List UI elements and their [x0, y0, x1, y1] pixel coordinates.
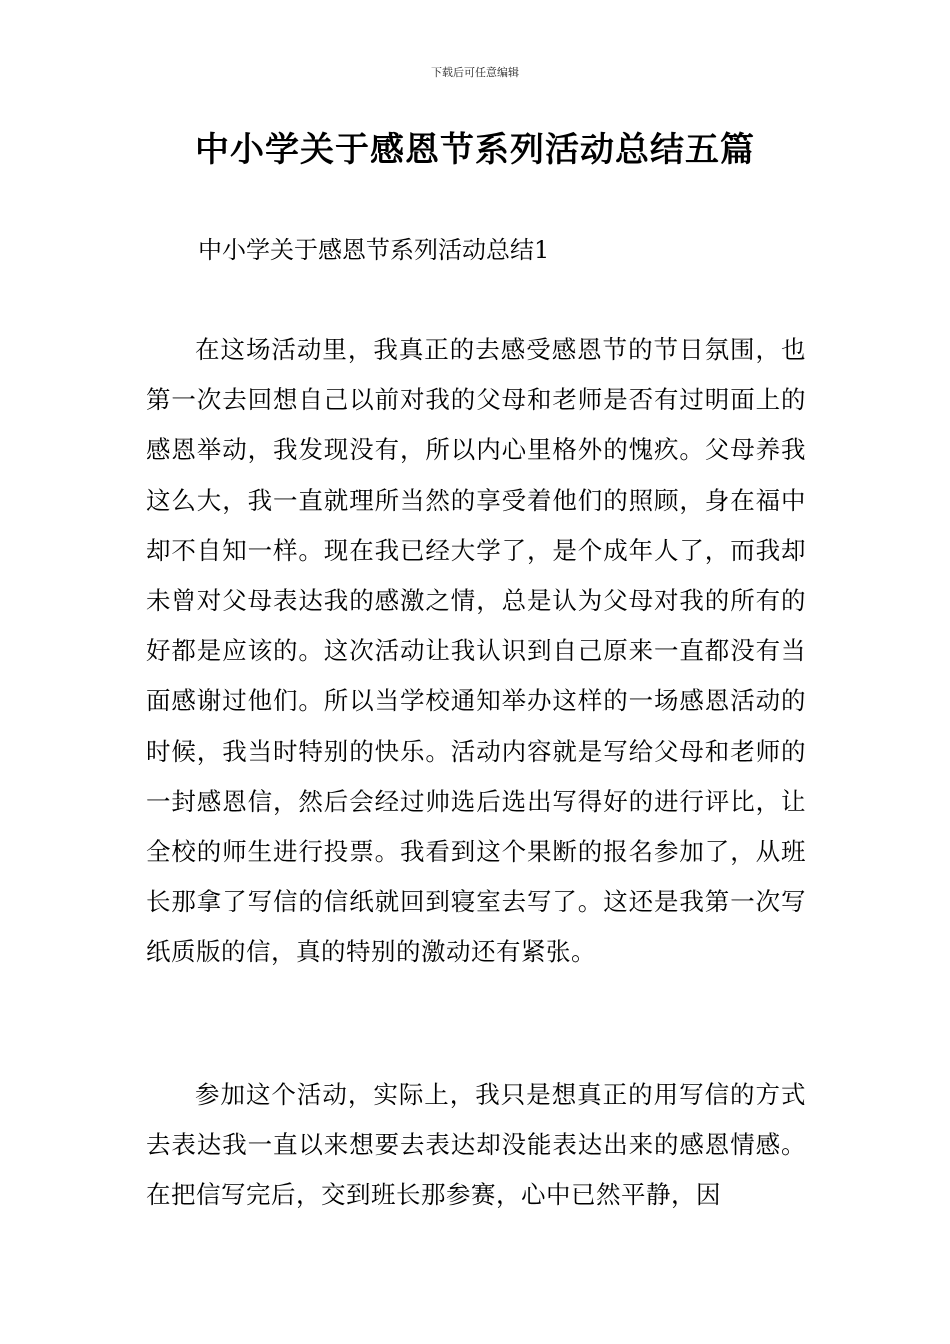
body-paragraph-2: 参加这个活动，实际上，我只是想真正的用写信的方式去表达我一直以来想要去表达却没能表达出来的感恩情感。在把信写完后，交到班长那参赛，心中已然平静，因	[146, 1080, 806, 1210]
document-title: 中小学关于感恩节系列活动总结五篇	[195, 130, 755, 170]
body-paragraph-1: 在这场活动里，我真正的去感受感恩节的节日氛围，也第一次去回想自己以前对我的父母和老师是否有过明面上的感恩举动，我发现没有，所以内心里格外的愧疚。父母养我这么大，我一直就理所当然的享受着他们的照顾，身在福中却不自知一样。现在我已经大学了，是个成年人了，而我却未曾对父母表达我的感激之情，总是认为父母对我的所有的好都是应该的。这次活动让我认识到自己原来一直都没有当面感谢过他们。所以当学校通知举办这样的一场感恩活动的时候，我当时特别的快乐。活动内容就是写给父母和老师的一封感恩信，然后会经过帅选后选出写得好的进行评比，让全校的师生进行投票。我看到这个果断的报名参加了，从班长那拿了写信的信纸就回到寝室去写了。这还是我第一次写纸质版的信，真的特别的激动还有紧张。	[146, 335, 806, 967]
header-note: 下载后可任意编辑	[431, 66, 519, 79]
section-heading: 中小学关于感恩节系列活动总结1	[198, 236, 550, 264]
